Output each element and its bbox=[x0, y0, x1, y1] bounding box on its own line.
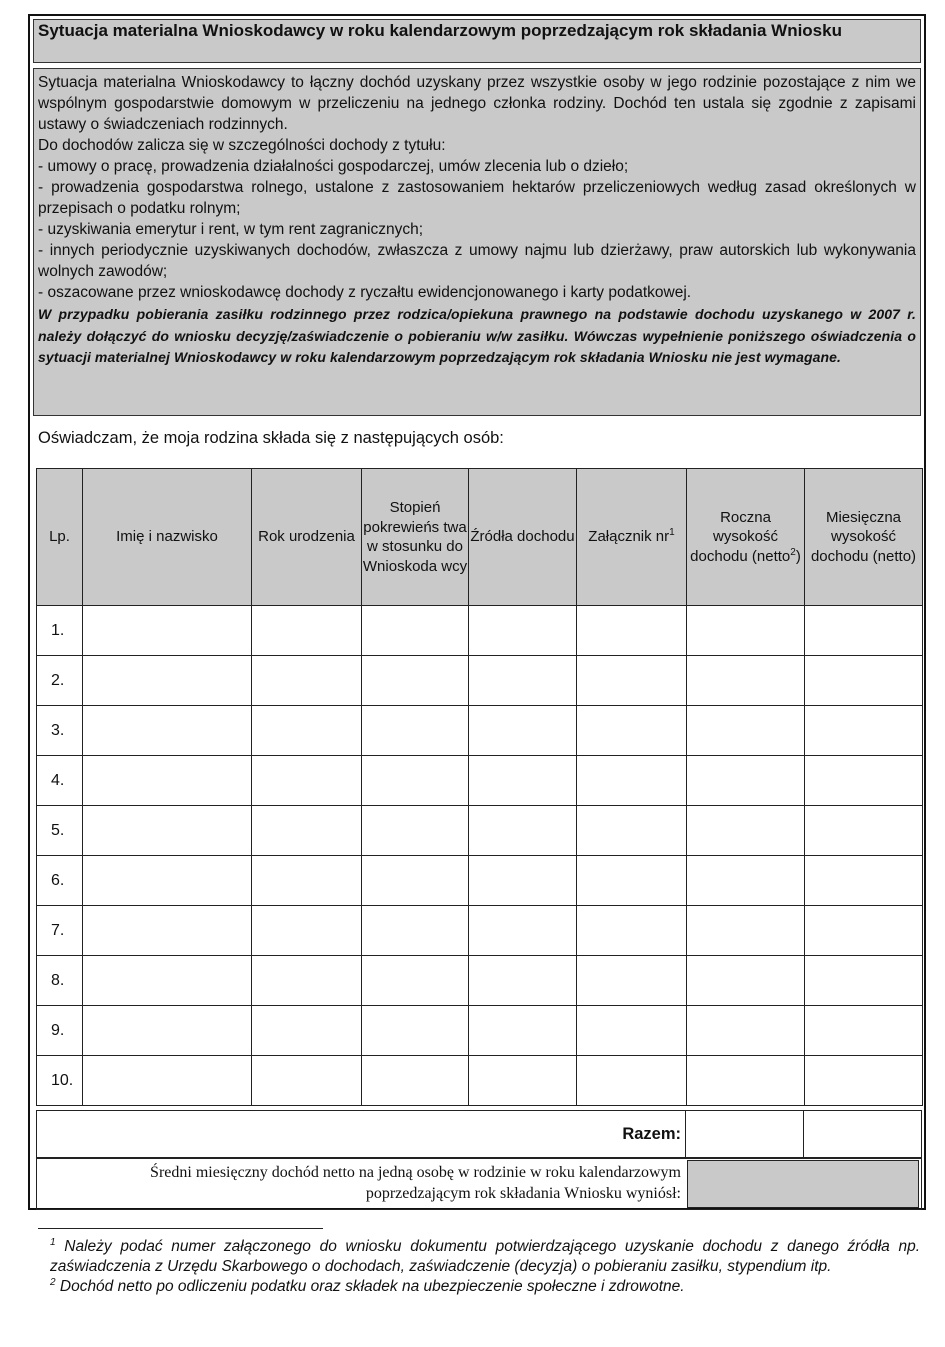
table-row bbox=[37, 606, 923, 656]
monthly-income-cell[interactable] bbox=[805, 706, 923, 756]
attachment-cell[interactable] bbox=[577, 606, 687, 656]
section-title: Sytuacja materialna Wnioskodawcy w roku kalendarzowym poprzedzającym rok składania Wniosku bbox=[33, 19, 921, 63]
footnotes bbox=[50, 1237, 920, 1297]
row-number: 8. bbox=[37, 956, 83, 1006]
attachment-cell[interactable] bbox=[577, 906, 687, 956]
birth-year-cell[interactable] bbox=[252, 1056, 362, 1106]
birth-year-cell[interactable] bbox=[252, 706, 362, 756]
birth-year-cell[interactable] bbox=[252, 606, 362, 656]
income-source-cell[interactable] bbox=[469, 1056, 577, 1106]
row-number: 9. bbox=[37, 1006, 83, 1056]
attachment-cell[interactable] bbox=[577, 756, 687, 806]
table-row bbox=[37, 806, 923, 856]
name-cell[interactable] bbox=[83, 656, 252, 706]
annual-income-cell[interactable] bbox=[687, 906, 805, 956]
birth-year-cell[interactable] bbox=[252, 956, 362, 1006]
monthly-income-cell[interactable] bbox=[805, 956, 923, 1006]
table-row bbox=[37, 906, 923, 956]
birth-year-cell[interactable] bbox=[252, 656, 362, 706]
name-cell[interactable] bbox=[83, 856, 252, 906]
income-info-box bbox=[33, 68, 921, 416]
info-list-intro: Do dochodów zalicza się w szczególności dochody z tytułu: bbox=[38, 137, 446, 154]
name-cell[interactable] bbox=[83, 706, 252, 756]
monthly-income-cell[interactable] bbox=[805, 656, 923, 706]
income-source-cell[interactable] bbox=[469, 806, 577, 856]
attachment-cell[interactable] bbox=[577, 706, 687, 756]
row-number: 5. bbox=[37, 806, 83, 856]
table-row bbox=[37, 656, 923, 706]
attachment-cell[interactable] bbox=[577, 1006, 687, 1056]
info-intro: Sytuacja materialna Wnioskodawcy to łączny dochód uzyskany przez wszystkie osoby w jego rodzinie pozostające z nim we wspólnym gospodarstwie domowym w przeliczeniu na jednego członka rodziny. Dochód ten ustala się zgodnie z zapisami ustawy o świadczeniach rodzinnych. bbox=[38, 74, 916, 133]
col-header-birth-year: Rok urodzenia bbox=[252, 469, 362, 606]
average-income-value-cell[interactable] bbox=[687, 1160, 919, 1208]
total-label: Razem: bbox=[622, 1125, 681, 1143]
info-list-item: - prowadzenia gospodarstwa rolnego, ustalone z zastosowaniem hektarów przeliczeniowych według zasad określonych w przepisach o podatku rolnym; bbox=[38, 179, 916, 217]
birth-year-cell[interactable] bbox=[252, 756, 362, 806]
table-header-row bbox=[37, 469, 923, 606]
relationship-cell[interactable] bbox=[362, 606, 469, 656]
name-cell[interactable] bbox=[83, 606, 252, 656]
income-source-cell[interactable] bbox=[469, 956, 577, 1006]
relationship-cell[interactable] bbox=[362, 656, 469, 706]
relationship-cell[interactable] bbox=[362, 906, 469, 956]
monthly-income-cell[interactable] bbox=[805, 756, 923, 806]
birth-year-cell[interactable] bbox=[252, 806, 362, 856]
table-row bbox=[37, 1056, 923, 1106]
info-list-item: - uzyskiwania emerytur i rent, w tym rent zagranicznych; bbox=[38, 221, 424, 238]
annual-income-cell[interactable] bbox=[687, 956, 805, 1006]
name-cell[interactable] bbox=[83, 906, 252, 956]
relationship-cell[interactable] bbox=[362, 1056, 469, 1106]
annual-income-cell[interactable] bbox=[687, 756, 805, 806]
table-row bbox=[37, 956, 923, 1006]
income-source-cell[interactable] bbox=[469, 906, 577, 956]
relationship-cell[interactable] bbox=[362, 756, 469, 806]
annual-income-label: Roczna wysokość dochodu (netto bbox=[690, 508, 791, 565]
col-header-income-sources: Źródła dochodu bbox=[469, 469, 577, 606]
relationship-cell[interactable] bbox=[362, 1006, 469, 1056]
info-list-item: - umowy o pracę, prowadzenia działalności gospodarczej, umów zlecenia lub o dzieło; bbox=[38, 158, 629, 175]
footnote-ref-1: 1 bbox=[669, 527, 675, 539]
declaration-text: Oświadczam, że moja rodzina składa się z następujących osób: bbox=[38, 429, 504, 447]
footnote-2-marker: 2 bbox=[50, 1276, 56, 1288]
col-header-monthly-income: Miesięczna wysokość dochodu (netto) bbox=[805, 469, 923, 606]
table-row bbox=[37, 756, 923, 806]
birth-year-cell[interactable] bbox=[252, 856, 362, 906]
monthly-income-cell[interactable] bbox=[805, 906, 923, 956]
income-source-cell[interactable] bbox=[469, 856, 577, 906]
monthly-income-cell[interactable] bbox=[805, 806, 923, 856]
footnote-1 bbox=[50, 1237, 920, 1277]
annual-income-cell[interactable] bbox=[687, 606, 805, 656]
footnote-divider bbox=[38, 1228, 323, 1229]
birth-year-cell[interactable] bbox=[252, 906, 362, 956]
income-source-cell[interactable] bbox=[469, 706, 577, 756]
footnote-ref-2: 2 bbox=[790, 546, 796, 558]
name-cell[interactable] bbox=[83, 756, 252, 806]
income-source-cell[interactable] bbox=[469, 756, 577, 806]
monthly-income-cell[interactable] bbox=[805, 606, 923, 656]
row-number: 10. bbox=[37, 1056, 83, 1106]
annual-income-cell[interactable] bbox=[687, 656, 805, 706]
row-number: 2. bbox=[37, 656, 83, 706]
average-income-label: Średni miesięczny dochód netto na jedną osobę w rodzinie w roku kalendarzowym poprzedzającym rok składania Wniosku wyniósł: bbox=[150, 1164, 681, 1202]
relationship-cell[interactable] bbox=[362, 956, 469, 1006]
name-cell[interactable] bbox=[83, 1056, 252, 1106]
annual-income-cell[interactable] bbox=[687, 806, 805, 856]
attachment-cell[interactable] bbox=[577, 806, 687, 856]
attachment-cell[interactable] bbox=[577, 956, 687, 1006]
name-cell[interactable] bbox=[83, 806, 252, 856]
total-monthly-income-cell[interactable] bbox=[803, 1110, 922, 1158]
col-header-name: Imię i nazwisko bbox=[83, 469, 252, 606]
info-list-item: - oszacowane przez wnioskodawcę dochody z ryczałtu ewidencjonowanego i karty podatkowej. bbox=[38, 284, 692, 301]
total-annual-income-cell[interactable] bbox=[685, 1110, 804, 1158]
table-row bbox=[37, 856, 923, 906]
attachment-cell[interactable] bbox=[577, 656, 687, 706]
row-number: 3. bbox=[37, 706, 83, 756]
annual-income-label-end: ) bbox=[795, 547, 801, 565]
average-income-row bbox=[36, 1158, 922, 1210]
relationship-cell[interactable] bbox=[362, 806, 469, 856]
income-source-cell[interactable] bbox=[469, 606, 577, 656]
income-source-cell[interactable] bbox=[469, 1006, 577, 1056]
col-header-relationship: Stopień pokrewieńs twa w stosunku do Wnioskoda wcy bbox=[362, 469, 469, 606]
row-number: 1. bbox=[37, 606, 83, 656]
annual-income-cell[interactable] bbox=[687, 1056, 805, 1106]
annual-income-cell[interactable] bbox=[687, 856, 805, 906]
footnote-2 bbox=[50, 1277, 920, 1297]
row-number: 7. bbox=[37, 906, 83, 956]
relationship-cell[interactable] bbox=[362, 706, 469, 756]
footnote-2-text: Dochód netto po odliczeniu podatku oraz składek na ubezpieczenie społeczne i zdrowotne. bbox=[59, 1278, 685, 1295]
table-row bbox=[37, 1006, 923, 1056]
annual-income-cell[interactable] bbox=[687, 706, 805, 756]
income-source-cell[interactable] bbox=[469, 656, 577, 706]
footnote-1-text: Należy podać numer załączonego do wniosku dokumentu potwierdzającego uzyskanie dochodu z danego źródła np. zaświadczenia z Urzędu Skarbowego o dochodach, zaświadczenie (decyzja) o pobieraniu zasiłku, stypendium itp. bbox=[50, 1238, 920, 1275]
name-cell[interactable] bbox=[83, 1006, 252, 1056]
col-header-attachment bbox=[577, 469, 687, 606]
attachment-cell[interactable] bbox=[577, 1056, 687, 1106]
monthly-income-cell[interactable] bbox=[805, 856, 923, 906]
relationship-cell[interactable] bbox=[362, 856, 469, 906]
family-members-table bbox=[36, 468, 923, 1106]
footnote-1-marker: 1 bbox=[50, 1236, 56, 1248]
col-header-lp: Lp. bbox=[37, 469, 83, 606]
annual-income-cell[interactable] bbox=[687, 1006, 805, 1056]
total-row bbox=[36, 1110, 922, 1158]
attachment-cell[interactable] bbox=[577, 856, 687, 906]
name-cell[interactable] bbox=[83, 956, 252, 1006]
info-note: W przypadku pobierania zasiłku rodzinnego przez rodzica/opiekuna prawnego na podstawie dochodu uzyskanego w 2007 r. należy dołączyć do wniosku decyzję/zaświadczenie o pobieraniu w/w zasiłku. Wówczas wypełnienie poniższego oświadczenia o sytuacji materialnej Wnioskodawcy w roku kalendarzowym poprzedzającym rok składania Wniosku nie jest wymagane. bbox=[38, 306, 916, 365]
birth-year-cell[interactable] bbox=[252, 1006, 362, 1056]
row-number: 4. bbox=[37, 756, 83, 806]
table-row bbox=[37, 706, 923, 756]
monthly-income-cell[interactable] bbox=[805, 1006, 923, 1056]
income-statement-form bbox=[28, 14, 926, 1210]
col-header-annual-income bbox=[687, 469, 805, 606]
monthly-income-cell[interactable] bbox=[805, 1056, 923, 1106]
info-list-item: - innych periodycznie uzyskiwanych dochodów, zwłaszcza z umowy najmu lub dzierżawy, praw autorskich lub wykonywania wolnych zawodów; bbox=[38, 242, 916, 280]
attachment-label: Załącznik nr bbox=[588, 528, 670, 546]
row-number: 6. bbox=[37, 856, 83, 906]
